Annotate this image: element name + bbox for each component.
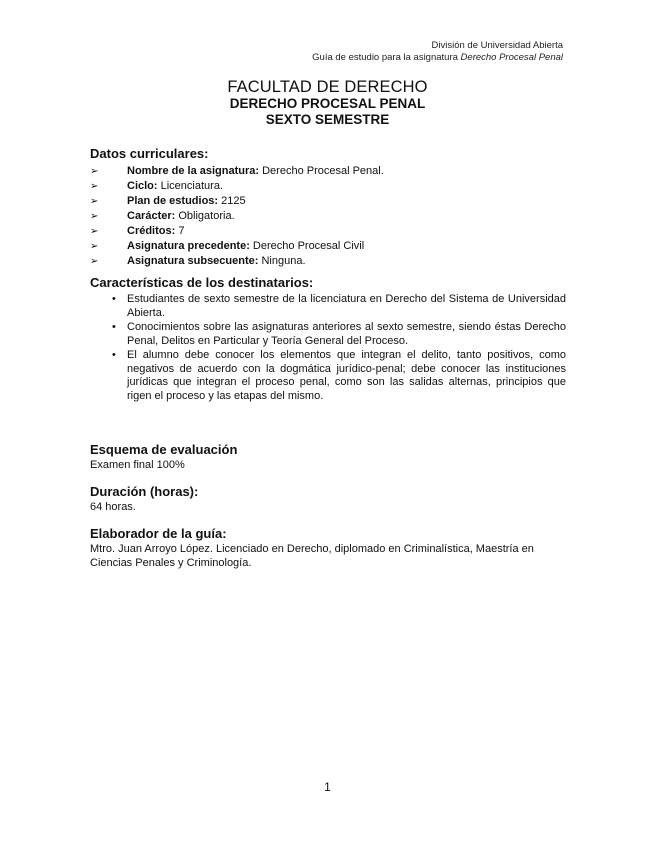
item-value: 7 (175, 225, 185, 237)
title-block (0, 78, 655, 128)
item-label: Plan de estudios: (127, 195, 219, 207)
dot-bullet-icon: • (112, 349, 116, 361)
item-text: Conocimientos sobre las asignaturas anteriores al sexto semestre, siendo éstas Derecho Penal, Delitos en Particular y Teoría General del Proceso. (127, 321, 566, 347)
list-item (90, 239, 566, 254)
main-content (90, 146, 566, 570)
item-label: Ciclo: (127, 180, 158, 192)
subject-title: DERECHO PROCESAL PENAL (229, 96, 426, 111)
elaborador-heading: Elaborador de la guía: (90, 526, 227, 541)
datos-list (90, 164, 566, 269)
item-text: Estudiantes de sexto semestre de la licenciatura en Derecho del Sistema de Universidad Abierta. (127, 293, 566, 319)
evaluacion-text: Examen final 100% (90, 459, 185, 471)
item-value: Obligatoria. (175, 210, 235, 222)
list-item (90, 321, 566, 348)
duracion-section (90, 484, 566, 514)
item-value: Derecho Procesal Civil (249, 240, 365, 252)
semester-title: SEXTO SEMESTRE (265, 112, 390, 127)
arrow-bullet-icon: ➢ (90, 181, 99, 192)
duracion-heading: Duración (horas): (90, 484, 199, 499)
destinatarios-section (90, 275, 566, 403)
faculty-title: FACULTAD DE DERECHO (227, 78, 428, 96)
dot-bullet-icon: • (112, 321, 116, 333)
list-item (90, 349, 566, 403)
header-division: División de Universidad Abierta (431, 40, 563, 51)
datos-section (90, 146, 566, 269)
datos-heading: Datos curriculares: (90, 146, 209, 161)
elaborador-text: Mtro. Juan Arroyo López. Licenciado en Derecho, diplomado en Criminalística, Maestría en Ciencias Penales y Criminología. (90, 543, 534, 569)
item-value: Derecho Procesal Penal. (259, 165, 384, 177)
list-item (90, 293, 566, 320)
list-item (90, 164, 566, 179)
evaluacion-section (90, 442, 566, 472)
arrow-bullet-icon: ➢ (90, 196, 99, 207)
list-item (90, 224, 566, 239)
item-label: Créditos: (127, 225, 176, 237)
header-guide-line (312, 52, 563, 64)
item-value: 2125 (218, 195, 246, 207)
list-item (90, 209, 566, 224)
header-guide-prefix: Guía de estudio para la asignatura (312, 52, 461, 63)
item-text: El alumno debe conocer los elementos que integran el delito, tanto positivos, como negativos de acuerdo con la dogmática jurídico-penal; debe conocer las instituciones jurídicas que integran el proceso penal, como son las salidas alternas, principios que rigen el proceso y las etapas del mismo. (127, 349, 566, 402)
running-header (312, 40, 563, 64)
list-item (90, 254, 566, 269)
destinatarios-list (90, 293, 566, 403)
arrow-bullet-icon: ➢ (90, 211, 99, 222)
item-label: Nombre de la asignatura: (127, 165, 260, 177)
item-label: Carácter: (127, 210, 176, 222)
list-item (90, 179, 566, 194)
arrow-bullet-icon: ➢ (90, 226, 99, 237)
item-label: Asignatura precedente: (127, 240, 250, 252)
item-label: Asignatura subsecuente: (127, 255, 259, 267)
arrow-bullet-icon: ➢ (90, 166, 99, 177)
dot-bullet-icon: • (112, 293, 116, 305)
elaborador-section (90, 526, 566, 570)
arrow-bullet-icon: ➢ (90, 241, 99, 252)
header-course-name: Derecho Procesal Penal (460, 52, 563, 63)
item-value: Ninguna. (258, 255, 306, 267)
list-item (90, 194, 566, 209)
page-number: 1 (324, 780, 331, 794)
duracion-text: 64 horas. (90, 501, 136, 513)
evaluacion-heading: Esquema de evaluación (90, 442, 238, 457)
arrow-bullet-icon: ➢ (90, 256, 99, 267)
destinatarios-heading: Características de los destinatarios: (90, 275, 314, 290)
item-value: Licenciatura. (157, 180, 223, 192)
